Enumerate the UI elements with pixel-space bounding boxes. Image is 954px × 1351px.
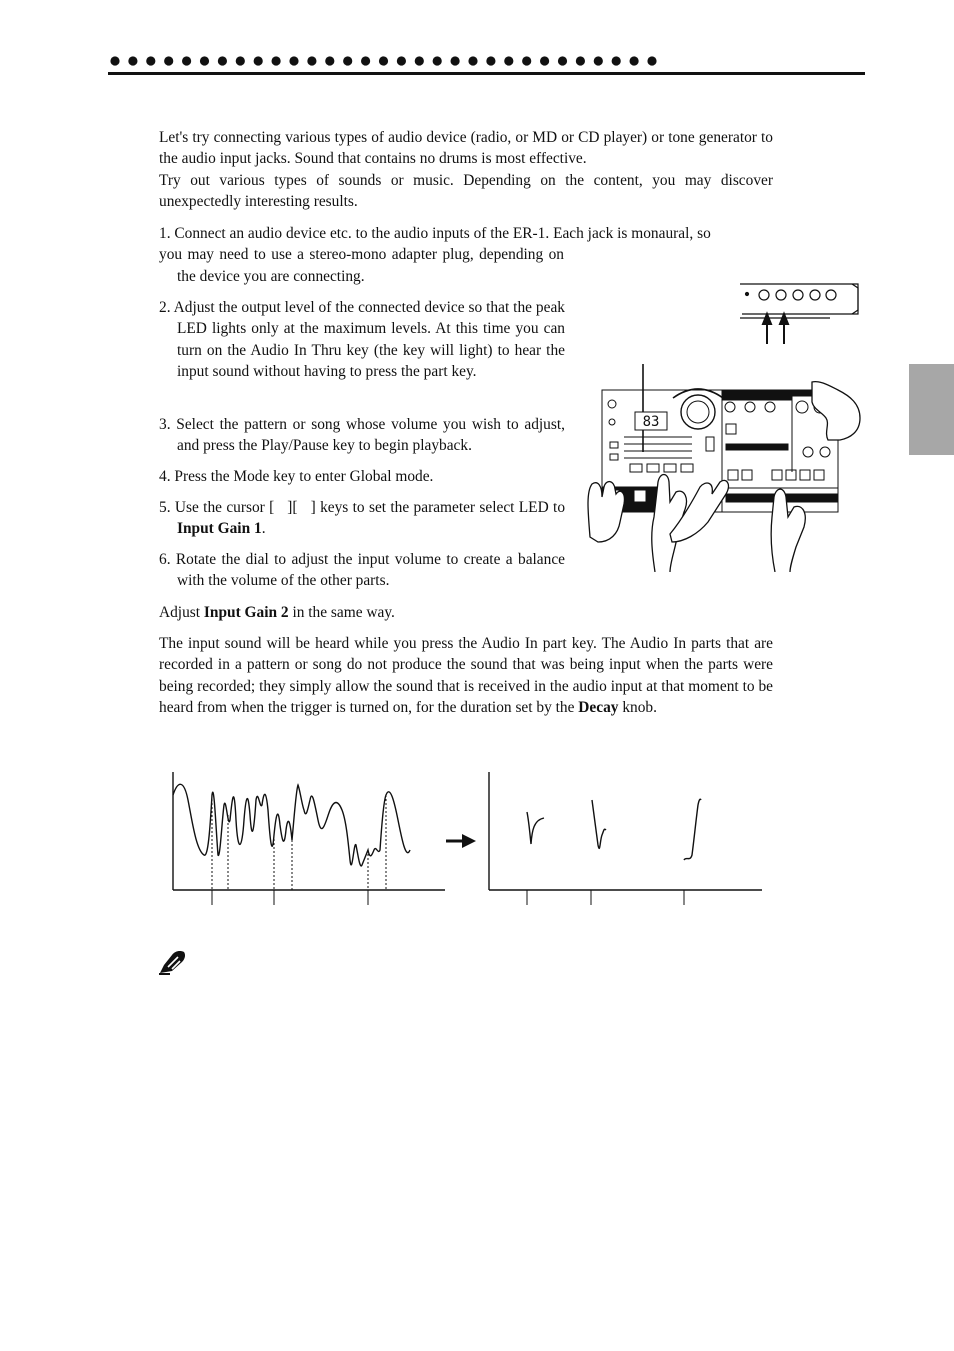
- step-1-first: 1. Connect an audio device etc. to the audio inputs of the ER-1. Each jack is monaural, so: [159, 225, 711, 242]
- intro-line-1: Let's try connecting various types of audio device (radio, or MD or CD player) or tone generator to the audio input jacks. Sound that contains no drums is most effective.: [159, 129, 773, 168]
- header-dot: [164, 56, 173, 65]
- header-dot: [146, 56, 155, 65]
- header-dot: [289, 56, 298, 65]
- header-dot: [558, 56, 567, 65]
- adjust-post: in the same way.: [292, 604, 395, 621]
- intro-line-2: Try out various types of sounds or music. Depending on the content, you may discover unexpectedly interesting results.: [159, 171, 773, 211]
- header-dot: [110, 56, 119, 65]
- header-dot: [630, 56, 639, 65]
- input-waveform-graph: [173, 772, 445, 890]
- header-dot: [218, 56, 227, 65]
- trigger-ticks-left: [212, 890, 368, 905]
- step-5-c: ] keys to set the parameter select LED to: [310, 499, 566, 516]
- waveform-figure: [160, 760, 770, 910]
- adjust-pre: Adjust: [159, 604, 201, 621]
- header-dot: [451, 56, 460, 65]
- header-dot: [504, 56, 513, 65]
- header-dot: [468, 56, 477, 65]
- header-dot: [379, 56, 388, 65]
- step-4: 4. Press the Mode key to enter Global mode.: [159, 468, 434, 485]
- step-5-end: .: [261, 520, 266, 538]
- step-6: 6. Rotate the dial to adjust the input volume to create a balance with the volume of the other parts.: [159, 551, 565, 590]
- header-dot: [540, 56, 549, 65]
- step-5-a: 5. Use the cursor [: [159, 499, 275, 516]
- intro-paragraph: [159, 127, 773, 213]
- header-dot: [272, 56, 281, 65]
- header-dot: [647, 56, 656, 65]
- header-dot: [182, 56, 191, 65]
- step-2: 2. Adjust the output level of the connected device so that the peak LED lights only at the maximum levels. At this time you can turn on the Audio In Thru key (the key will light) to hear the input sound without having to press the part key.: [159, 299, 565, 381]
- header-dot: [254, 56, 263, 65]
- header-dot: [594, 56, 603, 65]
- header-dot: [307, 56, 316, 65]
- header-rule: [108, 72, 865, 75]
- output-waveform-graph: [489, 772, 762, 890]
- header-dot: [236, 56, 245, 65]
- hand-illustrations: [588, 382, 860, 572]
- header-dot: [200, 56, 209, 65]
- step-5-param: Input Gain 1: [177, 520, 262, 538]
- header-dot: [128, 56, 137, 65]
- step-5-b: ][: [287, 499, 298, 516]
- audio-in-paragraph: [159, 633, 773, 719]
- step-1-rest: you may need to use a stereo-mono adapter plug, depending on the device you are connecting.: [159, 246, 564, 285]
- header-dot: [522, 56, 531, 65]
- right-arrow-icon: [446, 834, 476, 848]
- trigger-ticks-right: [527, 890, 684, 905]
- header-dot: [325, 56, 334, 65]
- warning-hand-icon: [158, 949, 188, 975]
- header-dot: [361, 56, 370, 65]
- header-dot: [343, 56, 352, 65]
- step-3: 3. Select the pattern or song whose volume you wish to adjust, and press the Play/Pause key to begin playback.: [159, 416, 565, 455]
- display-readout: 83: [642, 414, 660, 430]
- para3-post: knob.: [622, 699, 657, 717]
- rear-panel: [740, 284, 858, 318]
- header-dot: [612, 56, 621, 65]
- header-dot: [397, 56, 406, 65]
- para3-pre: The input sound will be heard while you press the Audio In part key. The Audio In parts that are recorded in a pattern or song do not produce the sound that was being input when the parts were being recorded; they simply allow the sound that is received in the audio input at that moment to be heard from when the trigger is turned on, for the duration set by the: [159, 635, 773, 717]
- step-5: [159, 497, 565, 540]
- er1-device-illustration: [580, 272, 870, 572]
- header-dot: [486, 56, 495, 65]
- adjust-line: [159, 602, 659, 623]
- chapter-tab: [909, 364, 954, 455]
- header-dot: [433, 56, 442, 65]
- para3-bold: Decay: [578, 699, 619, 717]
- header-dot-row: [110, 53, 670, 69]
- header-dot: [576, 56, 585, 65]
- adjust-bold: Input Gain 2: [203, 604, 289, 621]
- header-dot: [415, 56, 424, 65]
